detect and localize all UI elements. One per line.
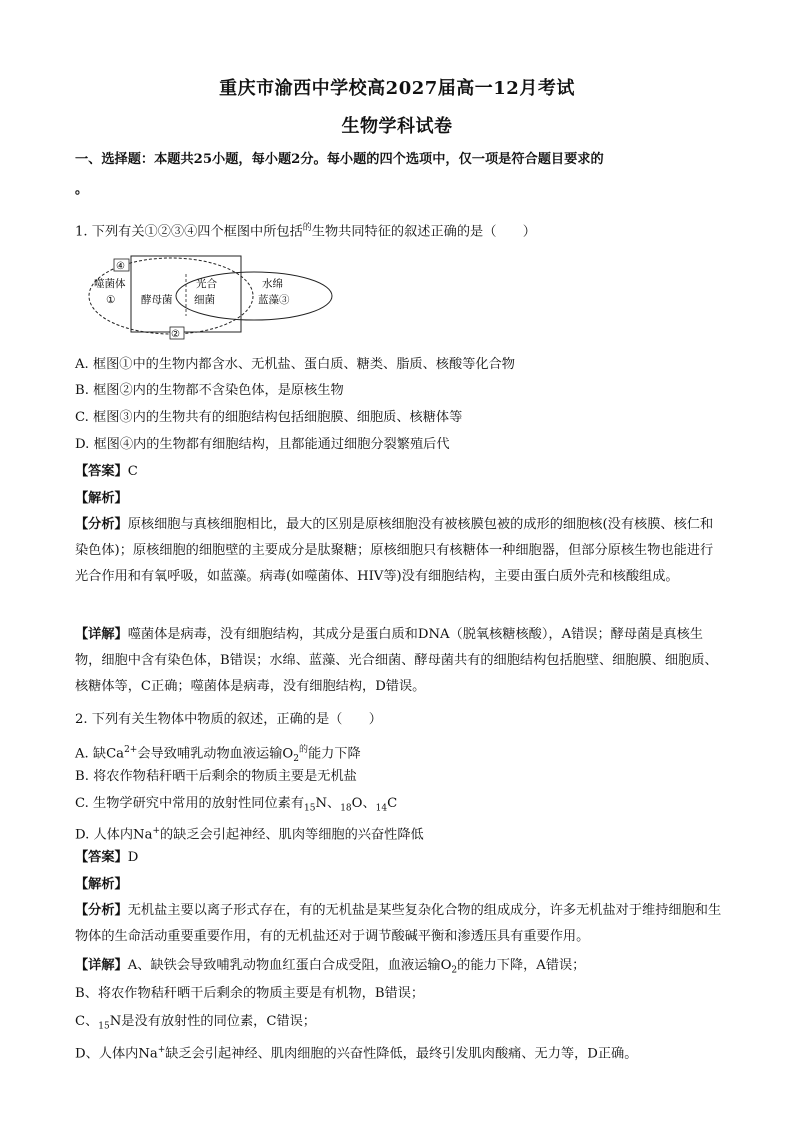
q2-answer-value: D	[127, 850, 139, 865]
q2-xj-a-1: A、缺铁会导致哺乳动物血红蛋白合成受阻，血液运输O	[127, 958, 452, 973]
q2-xiangjie-tag: 【详解】	[75, 958, 128, 973]
q1-option-a: A. 框图①中的生物内都含水、无机盐、蛋白质、糖类、脂质、核酸等化合物	[75, 357, 515, 372]
q2-opt-c-1: C. 生物学研究中常用的放射性同位素有	[75, 796, 305, 811]
q2-xj-a-sub: 2	[451, 965, 458, 976]
q2-xj-d-2: 缺乏会引起神经、肌肉细胞的兴奋性降低，最终引发肌肉酸痛、无力等，D正确。	[165, 1046, 638, 1062]
label1-name: 噬菌体	[94, 278, 126, 290]
q1-stem-text-2: 生物共同特征的叙述正确的是（ ）	[311, 224, 536, 240]
q2-xiangjie-a	[75, 956, 735, 981]
q2-opt-a-2: 会导致哺乳动物血液运输O	[137, 746, 294, 762]
q2-opt-c-C: C	[387, 796, 398, 811]
q2-option-a	[75, 740, 735, 769]
q1-fenxi-tag: 【分析】	[75, 517, 128, 532]
q2-opt-c-o: 18	[340, 803, 352, 814]
q2-answer	[75, 848, 735, 868]
label4: ④	[116, 261, 125, 272]
section-heading: 一、选择题：本题共25小题，每小题2分。每小题的四个选项中，仅一项是符合题目要求的	[75, 152, 604, 167]
q2-opt-a-sup2: 的	[298, 745, 308, 755]
q2-opt-a-sup: 2+	[124, 745, 138, 755]
q1-option-d: D. 框图④内的生物都有细胞结构，且都能通过细胞分裂繁殖后代	[75, 437, 450, 452]
q2-xj-c-pre: C、	[75, 1014, 99, 1029]
q2-stem: 2. 下列有关生物体中物质的叙述，正确的是（ ）	[75, 712, 382, 727]
q2-fenxi	[75, 898, 725, 950]
q1-xiangjie-tag: 【详解】	[75, 627, 128, 642]
q2-xj-a-2: 的能力下降，A错误；	[457, 958, 586, 973]
q2-xj-d-1: D、人体内Na	[75, 1046, 158, 1062]
q2-opt-a-3: 能力下降	[307, 746, 361, 762]
q2-xj-c-2: N是没有放射性的同位素，C错误；	[109, 1014, 316, 1029]
q1-xiangjie	[75, 622, 725, 700]
q2-opt-d-sup: +	[152, 826, 160, 836]
photo-label-1: 光合	[196, 278, 217, 290]
q1-stem-sup: 的	[302, 223, 312, 233]
q2-fenxi-tag: 【分析】	[75, 903, 128, 918]
q1-analysis-tag: 【解析】	[75, 491, 128, 506]
q2-answer-tag: 【答案】	[75, 850, 128, 865]
yeast-label: 酵母菌	[141, 294, 173, 306]
q2-xiangjie-c	[75, 1012, 735, 1037]
exam-title: 重庆市渝西中学校高2027届高一12月考试	[219, 78, 575, 99]
q2-opt-d-2: 的缺乏会引起神经、肌肉等细胞的兴奋性降低	[160, 827, 424, 843]
q2-option-c	[75, 794, 735, 819]
q1-fenxi-text: 原核细胞与真核细胞相比，最大的区别是原核细胞没有被核膜包被的成形的细胞核(没有核膜、核仁和染色体)；原核细胞的细胞壁的主要成分是肽聚糖；原核细胞只有核糖体一种细胞器，但部分原核生物也能进行光合作用和有氧呼吸，如蓝藻。病毒(如噬菌体、HIV等)没有细胞结构，主要由蛋白质外壳和核酸组成。	[75, 517, 714, 584]
section-heading-tail: 。	[75, 182, 89, 197]
q1-option-c: C. 框图③内的生物共有的细胞结构包括细胞膜、细胞质、核糖体等	[75, 410, 463, 425]
q2-xj-c-n: 15	[98, 1021, 110, 1032]
q2-opt-a-sub: 2	[293, 754, 299, 765]
q2-fenxi-text: 无机盐主要以离子形式存在，有的无机盐是某些复杂化合物的组成成分，许多无机盐对于维持细胞和生物体的生命活动重要重要作用，有的无机盐还对于调节酸碱平衡和渗透压具有重要作用。	[75, 903, 722, 944]
q1-answer-tag: 【答案】	[75, 464, 128, 479]
q2-option-b: B. 将农作物秸秆晒干后剩余的物质主要是无机盐	[75, 769, 357, 784]
q2-analysis-tag: 【解析】	[75, 877, 128, 892]
q1-xiangjie-text: 噬菌体是病毒，没有细胞结构，其成分是蛋白质和DNA（脱氧核糖核酸），A错误；酵母菌是真核生物，细胞中含有染色体，B错误；水绵、蓝藻、光合细菌、酵母菌共有的细胞结构包括胞壁、细胞膜、细胞质、核糖体等，C正确；噬菌体是病毒，没有细胞结构，D错误。	[75, 627, 718, 694]
q1-venn-figure	[86, 254, 336, 344]
q1-answer-value: C	[127, 464, 138, 479]
exam-subtitle: 生物学科试卷	[341, 116, 453, 137]
label2: ②	[171, 329, 180, 340]
algae-label-2: 蓝藻③	[258, 294, 290, 306]
q2-xiangjie-d	[75, 1040, 735, 1064]
photo-label-2: 细菌	[194, 294, 215, 306]
q2-option-d	[75, 821, 735, 845]
q2-opt-d-1: D. 人体内Na	[75, 827, 153, 843]
q1-stem-text: 1. 下列有关①②③④四个框图中所包括	[75, 224, 303, 240]
label1-num: ①	[106, 294, 116, 306]
q2-opt-c-N: N、	[315, 796, 341, 811]
q2-opt-c-O: O、	[351, 796, 376, 811]
q1-fenxi	[75, 512, 725, 590]
q1-stem	[75, 218, 735, 242]
q1-option-b: B. 框图②内的生物都不含染色体，是原核生物	[75, 383, 344, 398]
q2-opt-c-c: 14	[375, 803, 388, 814]
q2-opt-c-n: 15	[304, 803, 316, 814]
q2-opt-a-1: A. 缺Ca	[75, 746, 125, 762]
q1-answer	[75, 462, 735, 482]
algae-label-1: 水绵	[262, 278, 283, 290]
q2-xiangjie-b: B、将农作物秸秆晒干后剩余的物质主要是有机物，B错误；	[75, 986, 425, 1001]
q2-xj-d-sup: +	[157, 1045, 166, 1055]
